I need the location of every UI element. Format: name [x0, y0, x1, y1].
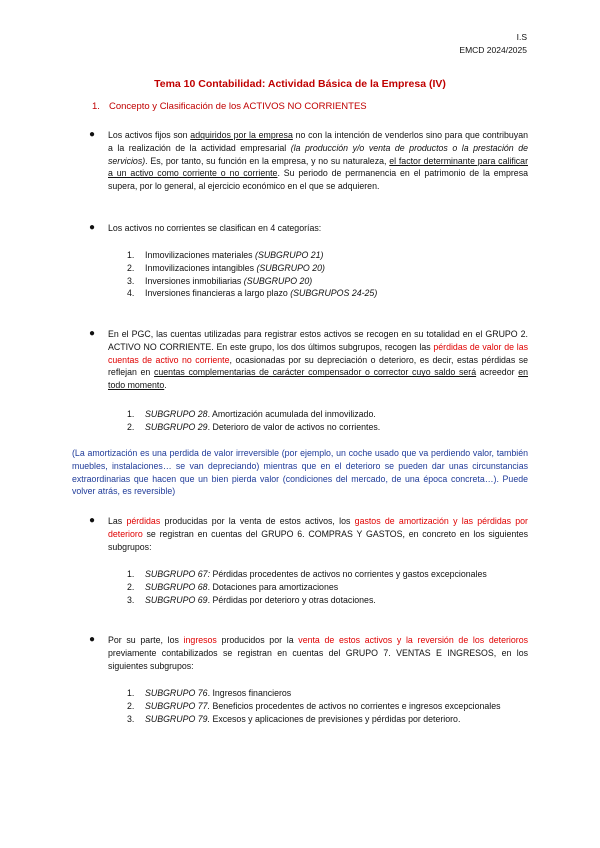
bullet-icon: ●: [89, 634, 96, 645]
section-heading: [92, 101, 367, 112]
bullet-icon: ●: [89, 222, 96, 233]
list-item: [127, 700, 527, 713]
list-item: [127, 687, 527, 700]
category-label: Inversiones financieras a largo plazo: [145, 288, 291, 299]
list-number: 3.: [127, 594, 135, 605]
list-item: [127, 262, 527, 275]
category-subgroup: (SUBGRUPO 21): [255, 250, 324, 260]
list-item: [127, 408, 527, 421]
paragraph-losses-group6: Las pérdidas producidas por la venta de estos activos, los gastos de amortización y las pérdidas por deterioro se registran en cuentas del GRUPO 6. COMPRAS Y GASTOS, en concreto en los siguientes subgrupos:: [108, 516, 528, 552]
subgroup-code: SUBGRUPO 77.: [145, 700, 211, 711]
subgroup-description: . Ingresos financieros: [207, 688, 292, 698]
paragraph-pgc-group2: En el PGC, las cuentas utilizadas para registrar estos activos se recogen en su totalidad en el GRUPO 2. ACTIVO NO CORRIENTE. En este grupo, los dos últimos subgrupos, recogen las pérdidas de valor de las cuentas de activo no corriente, ocasionadas por su depreciación o deterioro, es decir, estas pérdidas se reflejan en cuentas complementarias de carácter compensador o corrector cuyo saldo será acreedor en todo momento.: [108, 329, 529, 391]
list-number: 1.: [127, 409, 135, 419]
subgroup-description: Excesos y aplicaciones de previsiones y pérdidas por deterioro.: [210, 713, 461, 724]
section-label: Concepto y Clasificación de los ACTIVOS NO CORRIENTES: [109, 101, 367, 112]
list-number: 4.: [127, 288, 135, 299]
list-number: 3.: [127, 275, 135, 286]
category-subgroup: (SUBGRUPOS 24-25): [290, 288, 378, 299]
bullet-icon: ●: [89, 515, 96, 526]
list-number: 1.: [127, 688, 135, 698]
section-number: 1.: [92, 101, 100, 112]
header-initials: I.S: [516, 32, 527, 42]
list-number: 3.: [127, 713, 135, 724]
category-subgroup: (SUBGRUPO 20): [256, 262, 325, 273]
bullet-icon: ●: [89, 328, 96, 339]
subgroup-code: SUBGRUPO 69: [145, 594, 208, 605]
subgroup-description: . Pérdidas por deterioro y otras dotaciones.: [207, 594, 376, 605]
list-number: 2.: [127, 262, 135, 273]
subgroup-description: . Deterioro de valor de activos no corrientes.: [207, 421, 381, 432]
list-number: 2.: [127, 581, 135, 592]
bullet-icon: ●: [89, 129, 96, 140]
paragraph-fixed-assets: Los activos fijos son adquiridos por la empresa no con la intención de venderlos sino para que contribuyan a la realización de la actividad empresarial (la producción y/o venta de productos o la prestación de servicios). Es, por tanto, su función en la empresa, y no su naturaleza, el factor determinante para calificar a un activo como corriente o no corriente. Su periodo de permanencia en el patrimonio de la empresa supera, por lo general, al ejercicio económico en el que se adquieren.: [108, 130, 529, 192]
list-number: 2.: [127, 421, 135, 432]
category-label: Inmovilizaciones intangibles: [145, 262, 257, 273]
category-subgroup: (SUBGRUPO 20): [243, 275, 313, 286]
list-item: [127, 713, 527, 726]
subgroup-code: SUBGRUPO 29: [145, 421, 208, 432]
subgroup-code: SUBGRUPO 28: [145, 409, 208, 419]
list-item: [127, 249, 527, 262]
subgroup-description: . Dotaciones para amortizaciones: [207, 581, 339, 592]
subgroup-description: Pérdidas procedentes de activos no corrientes y gastos excepcionales: [210, 569, 487, 579]
subgroup-code: SUBGRUPO 67:: [145, 569, 211, 579]
list-number: 2.: [127, 700, 135, 711]
subgroup-description: . Amortización acumulada del inmovilizado.: [207, 409, 376, 419]
list-item: [127, 581, 527, 594]
category-label: Inversiones inmobiliarias: [145, 275, 244, 286]
paragraph-income-group7: Por su parte, los ingresos producidos por la venta de estos activos y la reversión de los deterioros previamente contabilizados se registran en cuentas del GRUPO 7. VENTAS E INGRESOS, en los siguientes subgrupos:: [108, 635, 528, 671]
group7-subgroups-list: [127, 687, 527, 725]
list-number: 1.: [127, 250, 135, 260]
amortization-note: (La amortización es una perdida de valor irreversible (por ejemplo, un coche usado que va perdiendo valor, también muebles, instalaciones… se van depreciando) mientras que en el deterioro se pueden dar unas circunstancias extraordinarias que hacen que un bien pierda valor (condiciones del mercado, de una época concreta…). Puede volver atrás, es reversible): [72, 448, 528, 497]
group6-subgroups-list: [127, 568, 527, 606]
list-item: [127, 287, 527, 300]
paragraph-categories-intro: Los activos no corrientes se clasifican en 4 categorías:: [108, 223, 322, 233]
page-title: Tema 10 Contabilidad: Actividad Básica de la Empresa (IV): [154, 78, 446, 90]
subgroup-description: Beneficios procedentes de activos no corrientes e ingresos excepcionales: [210, 700, 501, 711]
category-label: Inmovilizaciones materiales: [145, 250, 256, 260]
list-item: [127, 594, 527, 607]
categories-list: [127, 249, 527, 300]
list-number: 1.: [127, 569, 135, 579]
list-item: [127, 421, 527, 434]
group2-subgroups-list: [127, 408, 527, 434]
list-item: [127, 275, 527, 288]
subgroup-code: SUBGRUPO 76: [145, 688, 208, 698]
list-item: [127, 568, 527, 581]
header-course: EMCD 2024/2025: [459, 45, 527, 55]
subgroup-code: SUBGRUPO 68: [145, 581, 208, 592]
subgroup-code: SUBGRUPO 79.: [145, 713, 211, 724]
